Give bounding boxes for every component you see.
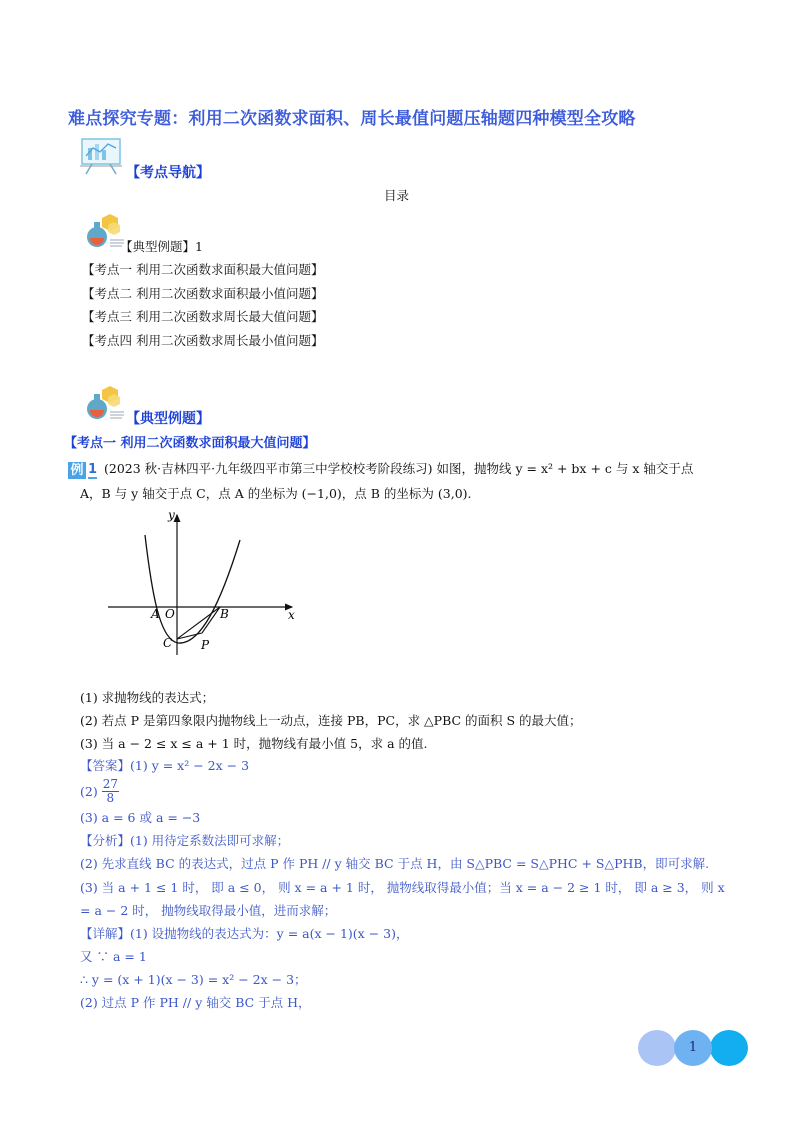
question-1: (1) 求抛物线的表达式； <box>80 690 215 705</box>
page-badge-left-circle <box>638 1030 676 1066</box>
toc-item-3[interactable]: 【考点三 利用二次函数求周长最大值问题】 <box>82 309 324 324</box>
example-source: (2023 秋·吉林四平·九年级四平市第三中学校校考阶段练习) <box>104 461 433 476</box>
analysis-3: (3) 当 a + 1 ≤ 1 时， 即 a ≤ 0， 则 x = a + 1 时， 抛物线取得最小值；当 x = a − 2 ≥ 1 时， 即 a ≥ 3， 则 x <box>80 880 725 895</box>
toc-item-1[interactable]: 【考点一 利用二次函数求面积最大值问题】 <box>82 262 324 277</box>
answer-2-prefix: (2) <box>80 784 98 799</box>
detail-3: ∴ y = (x + 1)(x − 3) = x² − 2x − 3； <box>80 972 307 987</box>
answer-2-fraction <box>102 778 119 805</box>
toc-title: 目录 <box>384 188 410 203</box>
label-c: C <box>163 636 173 650</box>
document-title: 难点探究专题：利用二次函数求面积、周长最值问题压轴题四种模型全攻略 <box>68 109 636 129</box>
answer-2-denominator: 8 <box>106 791 115 805</box>
toc-typical[interactable]: 【典型例题】1 <box>120 239 203 254</box>
detail-4: (2) 过点 P 作 PH // y 轴交 BC 于点 H， <box>80 995 311 1010</box>
question-3: (3) 当 a − 2 ≤ x ≤ a + 1 时，抛物线有最小值 5，求 a 的值. <box>80 736 428 751</box>
segment-pb <box>202 607 220 633</box>
detail-1: 【详解】(1) 设抛物线的表达式为：y = a(x − 1)(x − 3)， <box>80 926 409 941</box>
flask-icon <box>84 384 126 424</box>
label-a: A <box>151 607 160 621</box>
example-stem <box>104 457 693 480</box>
example-number: 1 <box>88 462 98 477</box>
examples-header: 【典型例题】 <box>126 411 210 427</box>
page-number: 1 <box>674 1030 712 1066</box>
example-stem-line2: A，B 与 y 轴交于点 C，点 A 的坐标为 (−1,0)，点 B 的坐标为 (3,0). <box>80 486 472 501</box>
analysis-4: = a − 2 时， 抛物线取得最小值，进而求解； <box>80 903 337 918</box>
answer-1: (1) y = x² − 2x − 3 <box>130 758 250 773</box>
nav-header: 【考点导航】 <box>126 165 210 181</box>
label-p: P <box>201 638 210 652</box>
answer-label: 【答案】 <box>80 758 131 773</box>
section-header: 【考点一 利用二次函数求面积最大值问题】 <box>64 436 316 451</box>
analysis-2: (2) 先求直线 BC 的表达式，过点 P 作 PH // y 轴交 BC 于点 H，由 S△PBC = S△PHC + S△PHB，即可求解. <box>80 856 710 871</box>
presentation-icon <box>78 136 124 176</box>
answer-2-numerator: 27 <box>102 777 118 791</box>
parabola-graph <box>100 505 305 660</box>
label-b: B <box>220 607 229 621</box>
detail-2: 又 ∵ a = 1 <box>80 949 147 964</box>
label-x: x <box>288 608 295 622</box>
analysis-1: 【分析】(1) 用待定系数法即可求解； <box>80 833 290 848</box>
answer-line-2 <box>80 778 119 805</box>
answer-line-1 <box>80 754 249 777</box>
label-y: y <box>168 508 175 522</box>
toc-item-4[interactable]: 【考点四 利用二次函数求周长最小值问题】 <box>82 333 324 348</box>
toc-item-2[interactable]: 【考点二 利用二次函数求面积最小值问题】 <box>82 286 324 301</box>
page-badge-right-circle <box>710 1030 748 1066</box>
example-badge: 例 <box>68 462 86 479</box>
example-stem-line1: 如图，抛物线 y = x² + bx + c 与 x 轴交于点 <box>436 461 694 476</box>
answer-3: (3) a = 6 或 a = −3 <box>80 810 201 825</box>
question-2: (2) 若点 P 是第四象限内抛物线上一动点，连接 PB，PC，求 △PBC 的面积 S 的最大值； <box>80 713 582 728</box>
label-o: O <box>165 607 175 621</box>
